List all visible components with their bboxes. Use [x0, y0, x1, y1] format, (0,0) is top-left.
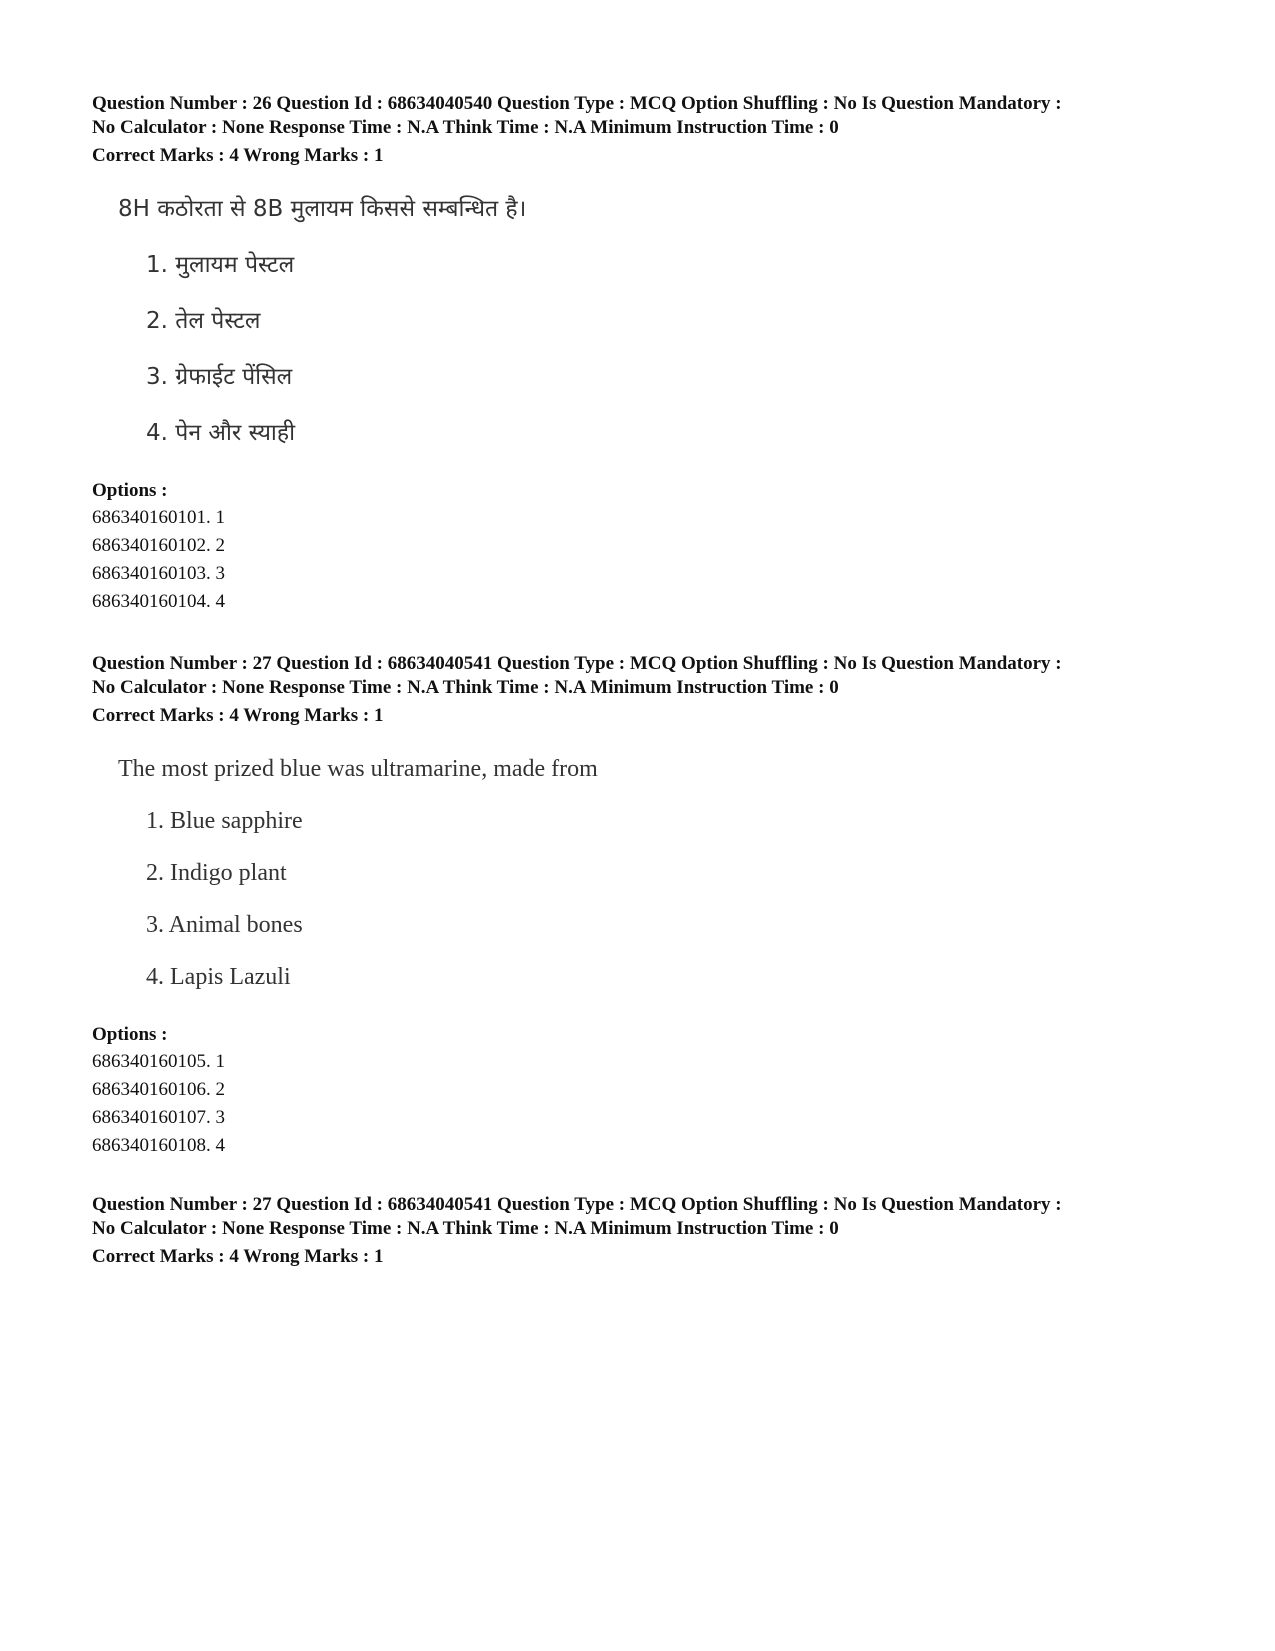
question-marks: Correct Marks : 4 Wrong Marks : 1 — [92, 1246, 384, 1267]
question-option: 2. तेल पेस्टल — [146, 308, 261, 334]
question-content — [118, 754, 1212, 992]
answer-option: 686340160105. 1 — [92, 1051, 225, 1072]
question-option: 4. Lapis Lazuli — [146, 964, 291, 990]
question-option: 3. ग्रेफाईट पेंसिल — [146, 364, 293, 390]
answer-option: 686340160103. 3 — [92, 563, 225, 584]
question-option: 2. Indigo plant — [146, 860, 287, 886]
question-meta-line-2: No Calculator : None Response Time : N.A Think Time : N.A Minimum Instruction Time : 0 — [92, 1218, 839, 1239]
question-option-list — [118, 806, 1212, 992]
question-meta-line-1: Question Number : 27 Question Id : 68634040541 Question Type : MCQ Option Shuffling : No Is Question Mandatory : — [92, 653, 1062, 674]
question-option: 4. पेन और स्याही — [146, 420, 296, 446]
answer-option: 686340160106. 2 — [92, 1079, 225, 1100]
question-marks: Correct Marks : 4 Wrong Marks : 1 — [92, 145, 384, 166]
options-section — [92, 478, 1212, 616]
question-meta-line-2: No Calculator : None Response Time : N.A Think Time : N.A Minimum Instruction Time : 0 — [92, 677, 839, 698]
question-text: 8H कठोरता से 8B मुलायम किससे सम्बन्धित है। — [118, 196, 527, 222]
question-marks: Correct Marks : 4 Wrong Marks : 1 — [92, 705, 384, 726]
answer-option: 686340160107. 3 — [92, 1107, 225, 1128]
question-block-27-repeat — [92, 1193, 1212, 1269]
options-section — [92, 1022, 1212, 1160]
question-option-list — [118, 250, 1212, 448]
answer-option-list — [92, 1048, 1212, 1160]
options-heading: Options : — [92, 480, 168, 501]
answer-option: 686340160102. 2 — [92, 535, 225, 556]
question-meta-line-1: Question Number : 27 Question Id : 68634040541 Question Type : MCQ Option Shuffling : No Is Question Mandatory : — [92, 1194, 1062, 1215]
question-option: 3. Animal bones — [146, 912, 303, 938]
answer-option: 686340160104. 4 — [92, 591, 225, 612]
question-block-27 — [92, 652, 1212, 1160]
question-text: The most prized blue was ultramarine, made from — [118, 756, 598, 782]
question-option: 1. मुलायम पेस्टल — [146, 252, 295, 278]
question-meta-line-2: No Calculator : None Response Time : N.A Think Time : N.A Minimum Instruction Time : 0 — [92, 117, 839, 138]
answer-option: 686340160101. 1 — [92, 507, 225, 528]
answer-option: 686340160108. 4 — [92, 1135, 225, 1156]
question-content — [118, 194, 1212, 448]
question-option: 1. Blue sapphire — [146, 808, 303, 834]
question-block-26 — [92, 92, 1212, 616]
answer-option-list — [92, 504, 1212, 616]
options-heading: Options : — [92, 1024, 168, 1045]
question-meta-line-1: Question Number : 26 Question Id : 68634040540 Question Type : MCQ Option Shuffling : No Is Question Mandatory : — [92, 93, 1062, 114]
